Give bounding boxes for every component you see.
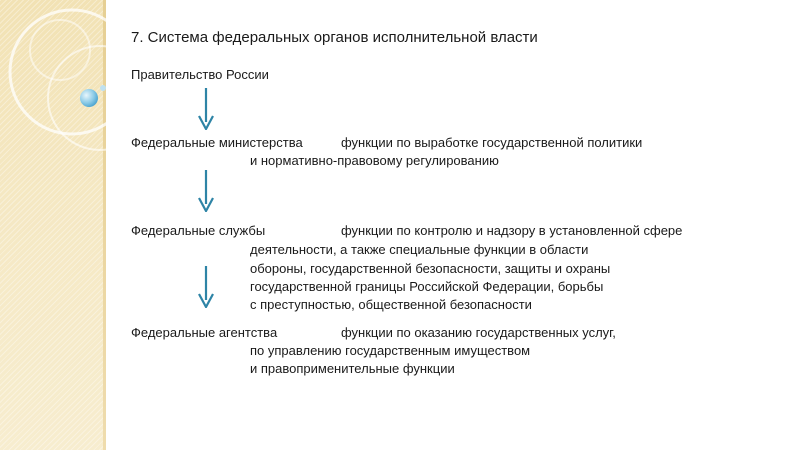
ministries-function-line: функции по выработке государственной политики: [341, 135, 643, 150]
down-arrow-icon: [198, 170, 214, 212]
large-ring: [10, 10, 134, 134]
down-arrow-icon: [198, 88, 214, 130]
services-function-line: обороны, государственной безопасности, защиты и охраны: [250, 261, 611, 276]
down-arrow-icon: [198, 266, 214, 308]
services-function-line: деятельности, а также специальные функции в области: [250, 242, 589, 257]
agencies-function-line: по управлению государственным имуществом: [250, 343, 531, 358]
services-function-line: с преступностью, общественной безопасности: [250, 297, 532, 312]
services-function-line: государственной границы Российской Федерации, борьбы: [250, 279, 604, 294]
services-function-line: функции по контролю и надзору в установленной сфере: [341, 223, 683, 238]
blue-bubble: [80, 89, 98, 107]
government-label: Правительство России: [131, 67, 269, 82]
agencies-label: Федеральные агентства: [131, 325, 278, 340]
services-label: Федеральные службы: [131, 223, 266, 238]
agencies-function-line: и правоприменительные функции: [250, 361, 455, 376]
small-bubble: [100, 85, 106, 91]
ministries-function-line: и нормативно-правовому регулированию: [250, 153, 499, 168]
slide-title: 7. Система федеральных органов исполнительной власти: [131, 29, 538, 46]
agencies-function-line: функции по оказанию государственных услуг,: [341, 325, 616, 340]
ministries-label: Федеральные министерства: [131, 135, 303, 150]
